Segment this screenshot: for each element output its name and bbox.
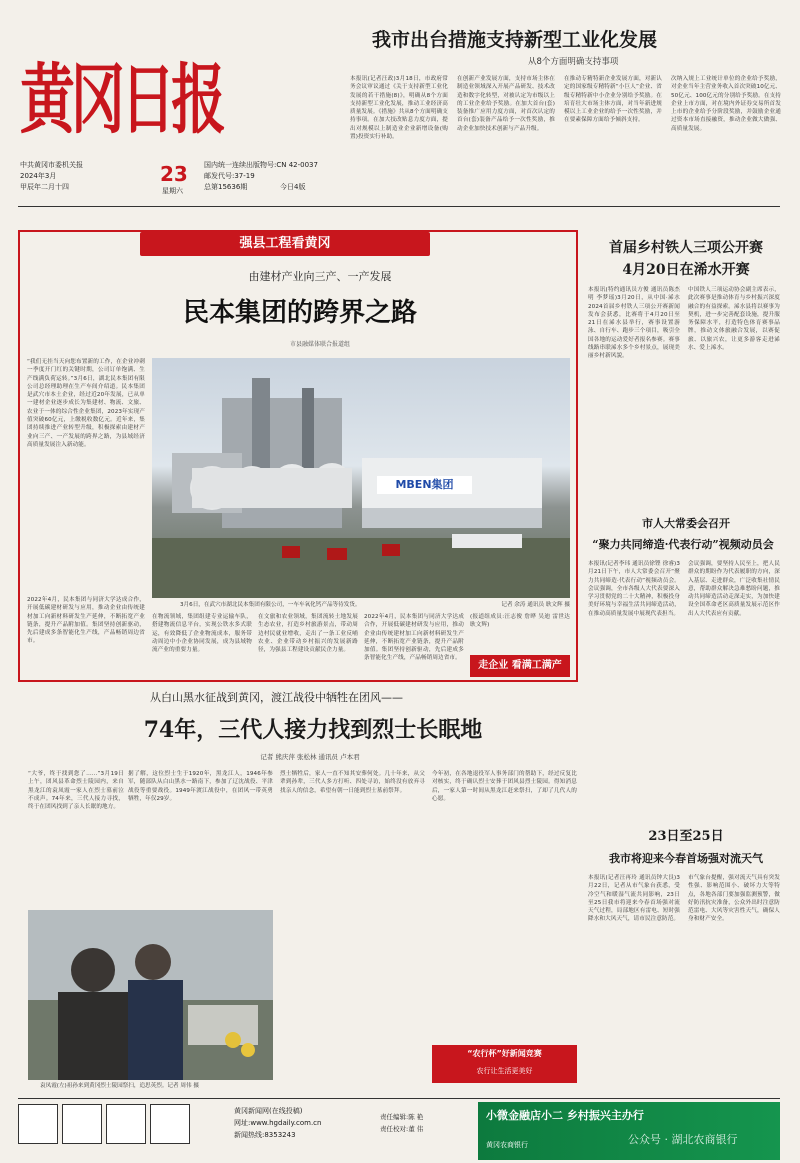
issue-number: 总第15636期 <box>204 183 248 191</box>
footer-website: 黄冈新闻网(在线投稿) <box>234 1107 303 1115</box>
footer-proofreader: 责任校对:董 伟 <box>380 1125 424 1133</box>
factory-sign: MBEN集团 <box>395 478 454 491</box>
factory-scene <box>152 358 570 598</box>
photo-credit: 记者 余涛 通讯员 耿文辉 摄 <box>501 602 570 608</box>
memorial-scene <box>28 910 273 1080</box>
triathlon-headline-1: 首届乡村铁人三项公开赛 <box>609 240 763 256</box>
page-count: 今日4版 <box>280 183 306 191</box>
bank-ad <box>478 1102 780 1160</box>
sponsor: 中共黄冈市委机关报 <box>20 161 83 169</box>
footer-hotline: 新闻热线:8353243 <box>234 1131 296 1139</box>
footer-url: 网址:www.hgdaily.com.cn <box>234 1119 322 1127</box>
weather-kicker: 23日至25日 <box>648 829 724 844</box>
martyr-byline: 记者 熊庆萍 张松林 通讯员 卢本君 <box>260 753 360 761</box>
ad-title: “农行杯”好新闻竞赛 <box>467 1049 542 1058</box>
npc-kicker: 市人大常委会召开 <box>642 517 730 530</box>
header-rule <box>18 206 780 207</box>
feature-left-text-2: 2022年4月，民本集团与同济大学达成合作，开展低碳建材研发与应用，推动企业由传统建材加工向新材料研发生产延伸，不断拓宽产业链条，提升产品附加值。集团坚持创新驱动，先后建成多条智能化生产线，产品畅销周边省市。 <box>27 597 145 645</box>
triathlon-col1: 本报讯(特约通讯员方俊 通讯员陈杰明 李梦瑶)3月20日，从中国·浠水2024首届乡村铁人三项公开赛新闻发布会获悉，比赛将于4月20日至21日在浠水县举行，赛事设置游泳、自行车、跑步三个项目，吸引全国各地的运动爱好者报名参赛。赛事线路串联浠水多个乡村景点，展现美丽乡村新风貌。 <box>588 287 680 360</box>
npc-col1: 本报讯(记者李玮 通讯员徐铿 徐睿)3月21日下午，市人大常委会召开“聚力共同缔造·代表行动”视频动员会。会议强调，全市各级人大代表要深入学习贯彻党的二十大精神，积极投身美好环境与幸福生活共同缔造活动，在推动高质量发展中展现代表担当。 <box>588 561 680 617</box>
top-story-col3: 在推动专精特新企业发展方面，对新认定的国家级专精特新“小巨人”企业、省级专精特新中小企业分别给予奖励。在培育壮大市场主体方面，对当年新进规模以上工业企业的给予一次性奖励，并在要素保障方面给予倾斜支持。 <box>564 76 662 124</box>
qr-code-2 <box>62 1104 102 1144</box>
top-story-col4: 次纳入规上工业统计单位的企业给予奖励，对企业当年主营业务收入首次突破10亿元、50亿元、100亿元的分别给予奖励。在支持企业上市方面，对在境内外证券交易所首发上市的企业给予分阶段奖励，并鼓励企业通过资本市场直接融资，推动企业做大做强、高质量发展。 <box>671 76 781 132</box>
ad-subtitle: 农行让生活更美好 <box>476 1067 533 1075</box>
martyr-photo <box>28 910 273 1080</box>
section-banner: 强县工程看黄冈 <box>140 232 430 256</box>
martyr-kicker: 从白山黑水征战到黄冈，渡江战役中牺牲在团风—— <box>150 691 403 704</box>
masthead-title: 黄冈日报 <box>20 55 222 144</box>
triathlon-col2: 中国铁人三项运动协会副主席表示，此次赛事是推动体育与乡村振兴深度融合的有益探索。浠水县将以赛事为契机，进一步完善配套设施，提升服务保障水平，打造特色体育赛事品牌，推动文体旅融合发展，以赛促旅、以旅兴农，让更多游客走进浠水、爱上浠水。 <box>688 287 780 352</box>
masthead-info <box>20 158 340 208</box>
abc-news-contest-ad <box>432 1045 577 1083</box>
post-code: 邮发代号:37-19 <box>204 172 255 180</box>
top-story-col1: 本报讯(记者汪政)3月18日，市政府常务会议审议通过《关于支持新型工业化发展的若干措施(8)》，明确从8个方面支持新型工业化发展，推动工业经济高质量发展。《措施》共从8个方面明确支持事项。在加大技改贴息力度方面，提出对规模以上制造业企业新增设备(购置)投资实行补助。 <box>350 76 448 141</box>
feature-footer-note: (报道组成员:汪志俊 詹晔 吴迪 雷世达 耿文辉) <box>470 614 570 629</box>
feature-byline: 市县融媒体联合报道组 <box>289 341 350 348</box>
qr-code-4 <box>150 1104 190 1144</box>
top-story-headline: 我市出台措施支持新型工业化发展 <box>372 29 658 51</box>
footer-editor: 责任编辑:陈 艳 <box>380 1113 424 1121</box>
martyr-col3: 烈士牺牲后，家人一直不知其安葬何处。几十年来，从父辈到孙辈，三代人多方打听、四处寻访，始终没有放弃寻找亲人的信念，希望有朝一日能到烈士墓前祭拜。 <box>280 771 425 794</box>
weather-headline: 我市将迎来今春首场强对流天气 <box>609 852 763 865</box>
watermark: 公众号 · 湖北农商银行 <box>628 1133 738 1146</box>
weekday: 星期六 <box>162 187 183 195</box>
day-number: 23 <box>160 162 188 186</box>
weather-col2: 市气象台提醒，强对流天气具有突发性强、影响范围小、破坏力大等特点，各地各部门要加强监测预警，做好防汛抗灾准备，公众外出时注意防范雷电、大风等灾害性天气，确保人身和财产安全。 <box>688 875 780 923</box>
top-story-col2: 在创新产业发展方面，支持市场主体在制造业领域深入开展产品研发、技术改造和数字化转型，对被认定为市级以上的工业企业给予奖励。在加大首台(套)装备推广应用力度方面，对首次认定的首台(套)装备产品给予一次性奖励，推动企业加快技术创新与产品升级。 <box>457 76 555 132</box>
date-line: 2024年3月 <box>20 172 57 180</box>
footer-rule <box>18 1098 780 1099</box>
lunar-date: 甲辰年二月十四 <box>20 183 69 191</box>
feature-mid-col1: 在物流领域，集团组建专业运输车队，搭建物流信息平台，实现公铁水多式联运，有效降低了企业物流成本，服务带动周边中小企业协同发展，成为县域物流产业的重要力量。 <box>152 614 252 654</box>
feature-mid-col2: 在文旅和农业领域，集团流转土地发展生态农业，打造乡村旅游景点，带动周边村民就业增收，走出了一条工业反哺农业、企业带动乡村振兴的发展新路径，为强县工程建设贡献民企力量。 <box>258 614 358 654</box>
feature-headline: 民本集团的跨界之路 <box>182 298 417 328</box>
bank-ad-slogan: 小微金融店小二 乡村振兴主办行 <box>486 1109 644 1122</box>
martyr-headline: 74年，三代人接力找到烈士长眠地 <box>143 717 483 743</box>
bank-name: 黄冈农商银行 <box>486 1141 528 1149</box>
martyr-col4: 今年初，在各地退役军人事务部门的帮助下，经过反复比对核实，终于确认烈士安葬于团风县烈士陵园。得知消息后，一家人第一时间从黑龙江赶来祭扫，了却了几代人的心愿。 <box>432 771 577 802</box>
top-story-subhead: 从8个方面明确支持事项 <box>528 57 619 67</box>
factory-photo <box>152 358 570 598</box>
cn-number: 国内统一连续出版物号:CN 42-0037 <box>204 161 318 169</box>
feature-mid-col3: 2022年4月，民本集团与同济大学达成合作，开展低碳建材研发与应用，推动企业由传统建材加工向新材料研发生产延伸，不断拓宽产业链条，提升产品附加值。集团坚持创新驱动，先后建成多条智能化生产线，产品畅销周边省市。 <box>364 614 464 662</box>
martyr-col1: “大爷，终于找到您了……”3月19日上午，团风县革命烈士陵园内，来自黑龙江的袁凤霞一家人在烈士墓前泣不成声。74年来，三代人接力寻找，终于在团风找到了亲人长眠的地方。 <box>28 771 124 811</box>
triathlon-headline-2: 4月20日在浠水开赛 <box>622 262 750 278</box>
qr-code-3 <box>106 1104 146 1144</box>
qr-code-1 <box>18 1104 58 1144</box>
feature-left-text: “我们无挂当天向您布置新的工作，在企业冲刺一季度开门红的关键时期，公司订单饱满、生产线满负荷运转。”3月6日，湖北民本集团有限公司总经理助理在生产车间介绍道。民本集团是武穴市本土企业，经过近20年发展，已从单一建材企业逐步成长为集建材、物流、文旅、农业于一体的综合性企业集团，2023年实现产值突破60亿元，上缴税收数亿元。近年来，集团持续推进产业转型升级，积极探索由建材产业向三产、一产发展的跨界之路，为县域经济高质量发展注入新动能。 <box>27 359 145 448</box>
feature-kicker: 由建材产业向三产、一产发展 <box>248 270 392 283</box>
npc-headline: “聚力共同缔造·代表行动”视频动员会 <box>592 538 774 551</box>
weather-col1: 本报讯(记者汪再玲 通讯员钟大艮)3月22日，记者从市气象台获悉，受冷空气和暖湿气流共同影响，23日至25日我市将迎来今春首场强对流天气过程，局部地区有雷电、短时强降水和大风天气，请市民注意防范。 <box>588 875 680 923</box>
martyr-photo-caption: 袁凤霞(左)祖孙来到黄冈烈士陵园祭扫，追思英烈。记者 周伟 摄 <box>40 1083 199 1089</box>
martyr-col2: 据了解，这位烈士生于1920年，黑龙江人，1946年参军，随部队从白山黑水一路南下，参加了辽沈战役、平津战役等重要战役。1949年渡江战役中，在团风一带英勇牺牲，年仅29岁。 <box>128 771 273 802</box>
npc-col2: 会议强调，要坚持人民至上，把人民群众的期盼作为代表履职的方向，深入基层、走进群众，广泛收集社情民意，帮助群众解决急难愁盼问题，推动共同缔造活动走深走实，为加快建设全国革命老区高质量发展示范区作出人大代表应有贡献。 <box>688 561 780 617</box>
photo-caption: 3月6日，在武穴市湖北民本集团有限公司，一车车氧化钙产品等待发货。 <box>180 602 361 608</box>
feature-tagline: 走企业 看满工满产 <box>470 655 570 677</box>
